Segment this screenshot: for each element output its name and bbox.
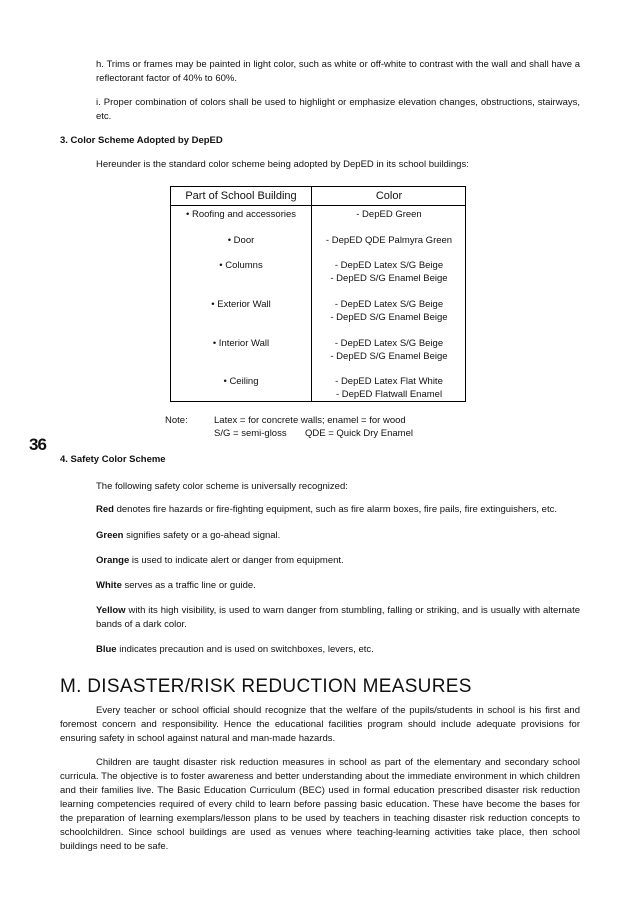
safety-color-yellow xyxy=(96,604,580,632)
note-label: Note: xyxy=(165,415,188,426)
section-m-para-2: Children are taught disaster risk reduction measures in school as part of the elementary and secondary school curricula. The objective is to foster awareness and better understanding about the immediate environment in which children and their families live. The Basic Education Curriculum (BEC) used in formal education prescribed disaster risk reduction learning competencies required of every child to learn before passing basic education. These have become the bases for the preparation of learning exemplars/lesson plans to be used by teachers in teaching disaster risk reduction concepts to schoolchildren. Since school buildings are used as venues where teaching-learning activities take place, then school buildings need to be safe. xyxy=(60,757,580,852)
safety-desc: signifies safety or a go-ahead signal. xyxy=(123,530,281,541)
table-cell-color: - DepED S/G Enamel Beige xyxy=(330,312,448,323)
table-cell-part: • Columns xyxy=(219,260,263,271)
safety-term: Blue xyxy=(96,644,117,655)
note-line-1: Latex = for concrete walls; enamel = for wood xyxy=(214,415,406,426)
safety-desc: indicates precaution and is used on switchboxes, levers, etc. xyxy=(116,644,374,655)
safety-desc: denotes fire hazards or fire-fighting equipment, such as fire alarm boxes, fire pails, fire extinguishers, etc. xyxy=(113,504,557,515)
safety-term: White xyxy=(96,580,122,591)
table-cell-part: • Roofing and accessories xyxy=(186,209,296,220)
table-cell-color: - DepED S/G Enamel Beige xyxy=(330,351,448,362)
table-cell-color: - DepED QDE Palmyra Green xyxy=(325,235,453,246)
item-i: i. Proper combination of colors shall be used to highlight or emphasize elevation changes, obstructions, stairways, etc. xyxy=(96,97,580,122)
table-cell-part: • Exterior Wall xyxy=(211,299,271,310)
safety-term: Yellow xyxy=(96,605,126,616)
table-cell-color: - DepED Latex Flat White xyxy=(335,376,443,387)
table-cell-part: • Door xyxy=(227,235,255,246)
safety-color-white xyxy=(96,579,580,593)
section-m-heading: M. DISASTER/RISK REDUCTION MEASURES xyxy=(60,676,472,697)
color-scheme-table xyxy=(170,186,466,402)
note-line-2a: S/G = semi-gloss xyxy=(214,428,287,439)
safety-term: Orange xyxy=(96,555,130,566)
section-3-intro: Hereunder is the standard color scheme being adopted by DepED in its school buildings: xyxy=(96,159,469,170)
table-cell-part: • Ceiling xyxy=(223,376,259,387)
safety-term: Red xyxy=(96,504,114,515)
section-4-heading: 4. Safety Color Scheme xyxy=(60,454,166,465)
table-cell-color: - DepED Latex S/G Beige xyxy=(334,260,444,271)
safety-desc: is used to indicate alert or danger from equipment. xyxy=(129,555,344,566)
table-cell-color: - DepED S/G Enamel Beige xyxy=(330,273,448,284)
section-m-para-1: Every teacher or school official should recognize that the welfare of the pupils/students in school is his first and foremost concern and responsibility. Hence the educational facilities program should include adequate provisions for ensuring safety in school against natural and man-made hazards. xyxy=(60,705,580,744)
safety-desc: serves as a traffic line or guide. xyxy=(121,580,256,591)
page-number: 36 xyxy=(29,435,46,454)
item-h: h. Trims or frames may be painted in light color, such as white or off-white to contrast with the wall and shall have a reflectorant factor of 40% to 60%. xyxy=(96,59,580,84)
table-header-color: Color xyxy=(375,190,403,202)
safety-color-red xyxy=(96,503,580,517)
table-cell-color: - DepED Latex S/G Beige xyxy=(334,299,444,310)
safety-term: Green xyxy=(96,530,124,541)
safety-desc: with its high visibility, is used to warn danger from stumbling, falling or striking, and is usually with alternate bands of a dark color. xyxy=(96,605,580,630)
section-4-intro: The following safety color scheme is universally recognized: xyxy=(96,481,348,492)
table-cell-color: - DepED Flatwall Enamel xyxy=(335,389,443,400)
section-3-heading: 3. Color Scheme Adopted by DepED xyxy=(60,135,223,146)
table-cell-part: • Interior Wall xyxy=(212,338,270,349)
table-cell-color: - DepED Green xyxy=(356,209,422,220)
safety-color-green xyxy=(96,529,580,543)
table-cell-color: - DepED Latex S/G Beige xyxy=(334,338,444,349)
safety-color-blue xyxy=(96,643,580,657)
table-header-part: Part of School Building xyxy=(185,190,297,202)
safety-color-orange xyxy=(96,554,580,568)
note-line-2b: QDE = Quick Dry Enamel xyxy=(305,428,413,439)
